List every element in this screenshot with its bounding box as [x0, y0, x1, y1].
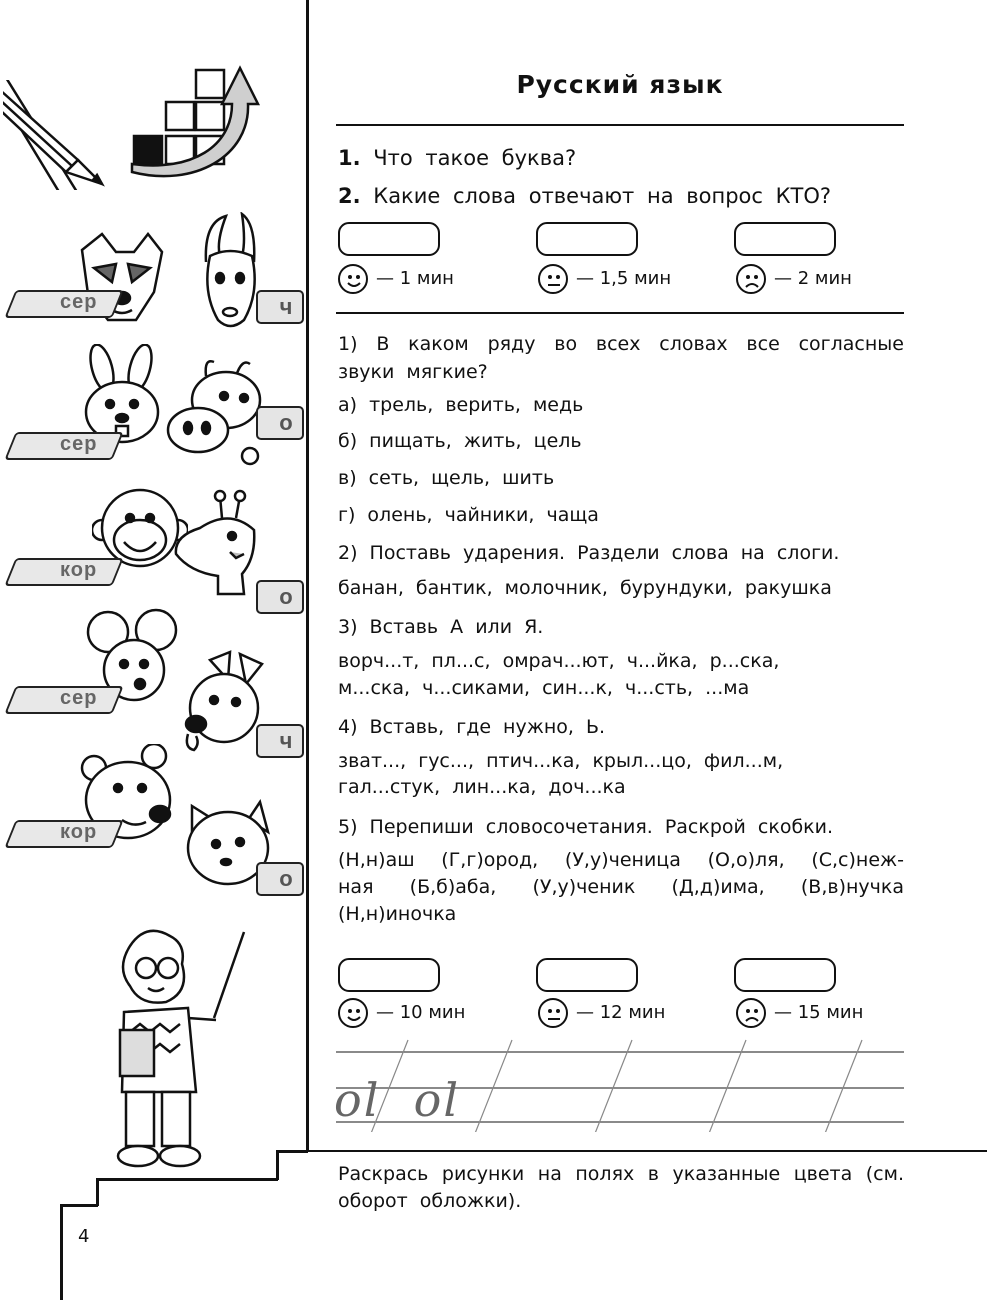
- section-rule: [336, 124, 904, 126]
- task-4-text: 4) Вставь, где нужно, Ь.: [338, 716, 606, 738]
- stair-line: [60, 1204, 63, 1300]
- answer-box: [536, 958, 638, 992]
- task-4-words: гал...стук, лин...ка, доч...ка: [338, 776, 626, 798]
- rabbit-head-icon: [78, 344, 168, 444]
- edge-spacer: [0, 0, 3, 1300]
- task-5-words: (Н,н)иночка: [338, 903, 457, 925]
- color-letter: о: [279, 866, 293, 891]
- color-tag-text: сер: [60, 291, 98, 313]
- color-letter: ч: [279, 728, 293, 753]
- pencil-icon: [0, 80, 110, 190]
- color-letter: о: [279, 584, 293, 609]
- stair-line: [60, 1204, 98, 1207]
- task-3-words: ворч...т, пл...с, омрач...ют, ч...йка, р...ска,: [338, 650, 780, 672]
- color-tag-text: кор: [60, 821, 98, 843]
- task-1-option: в) сеть, щель, шить: [338, 467, 555, 489]
- answer-box: [734, 958, 836, 992]
- task-5-words: ная (Б,б)аба, (У,у)ченик (Д,д)има, (В,в)нучка: [338, 876, 904, 898]
- task-1-text: 1) В каком ряду во всех словах все согласные звуки мягкие?: [338, 333, 904, 383]
- question-text: Какие слова отвечают на вопрос КТО?: [373, 184, 832, 208]
- question-number: 2.: [338, 184, 361, 208]
- task-1-option: г) олень, чайники, чаща: [338, 504, 599, 526]
- neutral-face-icon: [538, 264, 568, 294]
- section-rule: [336, 312, 904, 314]
- footer-note: Раскрась рисунки на полях в указанные цвета (см.: [338, 1163, 904, 1185]
- task-2-text: 2) Поставь ударения. Раздели слова на слоги.: [338, 542, 840, 564]
- task-4-words: зват..., гус..., птич...ка, крыл...цо, фил...м,: [338, 750, 784, 772]
- answer-box: [734, 222, 836, 256]
- left-margin: [0, 0, 310, 1300]
- question-number: 1.: [338, 146, 361, 170]
- time-label: — 2 мин: [774, 268, 852, 289]
- footer-note: оборот обложки).: [338, 1190, 522, 1212]
- time-label: — 15 мин: [774, 1002, 864, 1023]
- giraffe-head-icon: [170, 488, 266, 598]
- question-2: [338, 184, 831, 208]
- sad-face-icon: [736, 998, 766, 1028]
- color-letter-box: [256, 724, 304, 758]
- task-5-words: (Н,н)аш (Г,г)ород, (У,у)ченица (О,о)ля, (С,с)неж-: [338, 849, 904, 871]
- color-letter-box: [256, 862, 304, 896]
- task-2-words: банан, бантик, молочник, бурундуки, ракушка: [338, 577, 832, 599]
- color-tag-text: сер: [60, 687, 98, 709]
- color-tag-text: сер: [60, 433, 98, 455]
- answer-box: [338, 222, 440, 256]
- task-3-words: м...ска, ч...сиками, син...к, ч...сть, ...ма: [338, 677, 750, 699]
- color-tag-text: кор: [60, 559, 98, 581]
- page-number: 4: [78, 1226, 90, 1247]
- color-letter-box: [256, 290, 304, 324]
- task-1-option: б) пищать, жить, цель: [338, 430, 582, 452]
- sad-face-icon: [736, 264, 766, 294]
- color-letter: о: [279, 410, 293, 435]
- footer-rule: [308, 1150, 987, 1152]
- answer-box: [338, 958, 440, 992]
- handwriting-sample: ol ol: [334, 1073, 461, 1127]
- time-label: — 1,5 мин: [576, 268, 672, 289]
- stair-line: [276, 1150, 308, 1153]
- letter-squares-arrow-icon: [124, 60, 264, 190]
- color-letter: ч: [279, 294, 293, 319]
- page-title: Русский язык: [516, 70, 724, 99]
- puppy-head-icon: [170, 650, 266, 760]
- time-label: — 12 мин: [576, 1002, 666, 1023]
- answer-box: [536, 222, 638, 256]
- stair-line: [276, 1150, 279, 1180]
- margin-divider: [306, 0, 309, 1152]
- neutral-face-icon: [538, 998, 568, 1028]
- task-3-text: 3) Вставь А или Я.: [338, 616, 544, 638]
- color-letter-box: [256, 406, 304, 440]
- task-5-text: 5) Перепиши словосочетания. Раскрой скобки.: [338, 816, 834, 838]
- question-text: Что такое буква?: [373, 146, 577, 170]
- smiling-face-icon: [338, 264, 368, 294]
- boy-with-pointer-icon: [96, 922, 256, 1182]
- time-label: — 10 мин: [376, 1002, 466, 1023]
- time-label: — 1 мин: [376, 268, 454, 289]
- stair-line: [96, 1178, 99, 1206]
- smiling-face-icon: [338, 998, 368, 1028]
- question-1: [338, 146, 576, 170]
- task-1-option: а) трель, верить, медь: [338, 394, 584, 416]
- color-letter-box: [256, 580, 304, 614]
- stair-line: [96, 1178, 278, 1181]
